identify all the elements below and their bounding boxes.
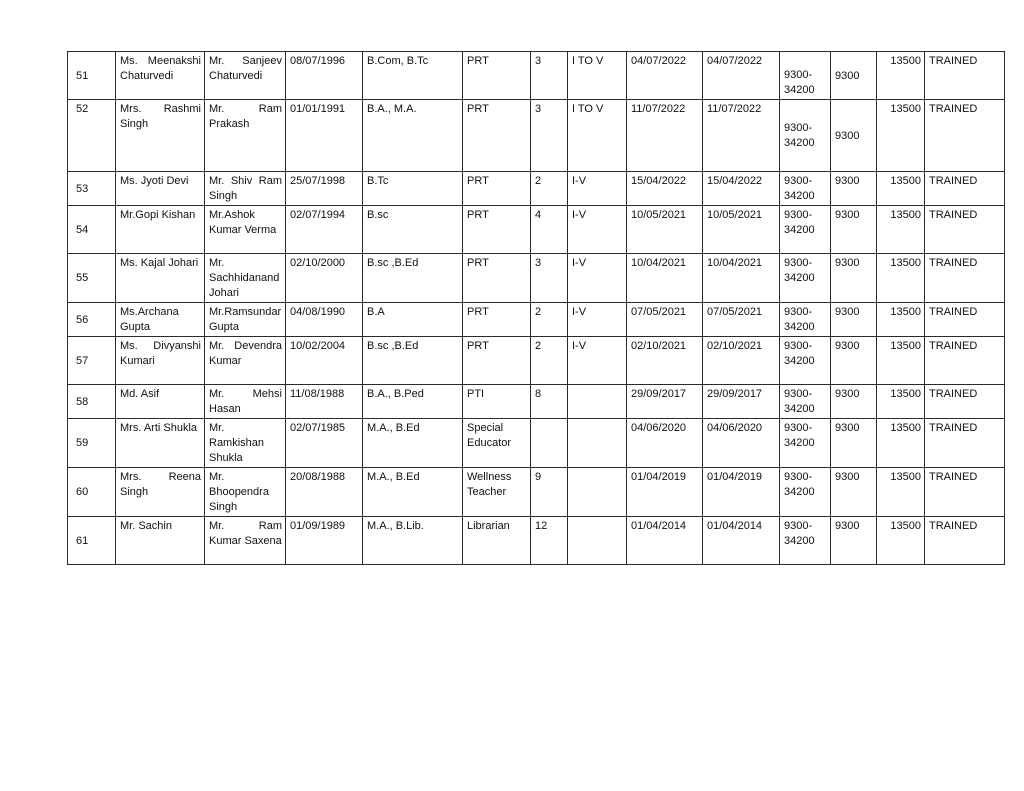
- experience-cell: 4: [531, 206, 568, 254]
- table-row: [68, 468, 1005, 517]
- post-cell: PTI: [463, 385, 531, 419]
- post-cell: PRT: [463, 100, 531, 172]
- training-status-cell: TRAINED: [925, 100, 1005, 172]
- qualification-cell: B.sc ,B.Ed: [363, 337, 463, 385]
- serial-number-cell: 59: [68, 419, 116, 468]
- father-name-cell: Mr. Bhoopendra Singh: [205, 468, 286, 517]
- date-of-joining-cell: 01/04/2014: [703, 517, 780, 565]
- experience-cell: 3: [531, 100, 568, 172]
- date-of-appointment-cell: 07/05/2021: [627, 303, 703, 337]
- father-name-cell: Mr. Mehsi Hasan: [205, 385, 286, 419]
- date-of-joining-cell: 07/05/2021: [703, 303, 780, 337]
- date-of-joining-cell: 11/07/2022: [703, 100, 780, 172]
- date-of-birth-cell: 08/07/1996: [286, 52, 363, 100]
- salary-cell: 13500: [877, 468, 925, 517]
- qualification-cell: B.A: [363, 303, 463, 337]
- basic-pay-cell: 9300: [831, 385, 877, 419]
- qualification-cell: B.Tc: [363, 172, 463, 206]
- table-row: [68, 52, 1005, 100]
- serial-number-cell: 60: [68, 468, 116, 517]
- date-of-joining-cell: 29/09/2017: [703, 385, 780, 419]
- teacher-name-cell: Ms.Archana Gupta: [116, 303, 205, 337]
- table-row: [68, 206, 1005, 254]
- training-status-cell: TRAINED: [925, 337, 1005, 385]
- date-of-birth-cell: 01/09/1989: [286, 517, 363, 565]
- basic-pay-cell: 9300: [831, 468, 877, 517]
- post-cell: PRT: [463, 172, 531, 206]
- table-row: [68, 517, 1005, 565]
- father-name-cell: Mr. Ramkishan Shukla: [205, 419, 286, 468]
- date-of-birth-cell: 04/08/1990: [286, 303, 363, 337]
- classes-cell: I-V: [568, 254, 627, 303]
- serial-number-cell: 61: [68, 517, 116, 565]
- basic-pay-cell: 9300: [831, 206, 877, 254]
- post-cell: PRT: [463, 206, 531, 254]
- training-status-cell: TRAINED: [925, 254, 1005, 303]
- serial-number-cell: 56: [68, 303, 116, 337]
- table-row: [68, 337, 1005, 385]
- classes-cell: I-V: [568, 337, 627, 385]
- date-of-appointment-cell: 11/07/2022: [627, 100, 703, 172]
- serial-number-cell: 55: [68, 254, 116, 303]
- salary-cell: 13500: [877, 337, 925, 385]
- father-name-cell: Mr.Ramsundar Gupta: [205, 303, 286, 337]
- experience-cell: 12: [531, 517, 568, 565]
- date-of-joining-cell: 10/05/2021: [703, 206, 780, 254]
- post-cell: Special Educator: [463, 419, 531, 468]
- salary-cell: 13500: [877, 385, 925, 419]
- table-row: [68, 100, 1005, 172]
- basic-pay-cell: 9300: [831, 337, 877, 385]
- experience-cell: 2: [531, 303, 568, 337]
- date-of-joining-cell: 10/04/2021: [703, 254, 780, 303]
- date-of-birth-cell: 25/07/1998: [286, 172, 363, 206]
- date-of-appointment-cell: 02/10/2021: [627, 337, 703, 385]
- date-of-joining-cell: 02/10/2021: [703, 337, 780, 385]
- basic-pay-cell: 9300: [831, 52, 877, 100]
- classes-cell: [568, 385, 627, 419]
- qualification-cell: B.sc: [363, 206, 463, 254]
- pay-grade-cell: 9300-34200: [780, 385, 831, 419]
- experience-cell: 9: [531, 468, 568, 517]
- salary-cell: 13500: [877, 419, 925, 468]
- qualification-cell: M.A., B.Ed: [363, 419, 463, 468]
- salary-cell: 13500: [877, 254, 925, 303]
- training-status-cell: TRAINED: [925, 468, 1005, 517]
- salary-cell: 13500: [877, 52, 925, 100]
- teacher-name-cell: Ms. Jyoti Devi: [116, 172, 205, 206]
- date-of-birth-cell: 10/02/2004: [286, 337, 363, 385]
- qualification-cell: B.A., M.A.: [363, 100, 463, 172]
- post-cell: Librarian: [463, 517, 531, 565]
- date-of-joining-cell: 04/06/2020: [703, 419, 780, 468]
- salary-cell: 13500: [877, 303, 925, 337]
- training-status-cell: TRAINED: [925, 206, 1005, 254]
- date-of-appointment-cell: 29/09/2017: [627, 385, 703, 419]
- training-status-cell: TRAINED: [925, 303, 1005, 337]
- teacher-name-cell: Md. Asif: [116, 385, 205, 419]
- salary-cell: 13500: [877, 100, 925, 172]
- teacher-name-cell: Mr. Sachin: [116, 517, 205, 565]
- experience-cell: 3: [531, 52, 568, 100]
- serial-number-cell: 51: [68, 52, 116, 100]
- pay-grade-cell: 9300-34200: [780, 254, 831, 303]
- salary-cell: 13500: [877, 172, 925, 206]
- date-of-birth-cell: 02/07/1994: [286, 206, 363, 254]
- date-of-birth-cell: 02/10/2000: [286, 254, 363, 303]
- classes-cell: I-V: [568, 172, 627, 206]
- qualification-cell: M.A., B.Lib.: [363, 517, 463, 565]
- basic-pay-cell: 9300: [831, 303, 877, 337]
- qualification-cell: M.A., B.Ed: [363, 468, 463, 517]
- training-status-cell: TRAINED: [925, 517, 1005, 565]
- date-of-joining-cell: 01/04/2019: [703, 468, 780, 517]
- date-of-birth-cell: 01/01/1991: [286, 100, 363, 172]
- qualification-cell: B.Com, B.Tc: [363, 52, 463, 100]
- experience-cell: 2: [531, 337, 568, 385]
- classes-cell: I-V: [568, 303, 627, 337]
- serial-number-cell: 57: [68, 337, 116, 385]
- table-row: [68, 254, 1005, 303]
- teacher-name-cell: Ms. Divyanshi Kumari: [116, 337, 205, 385]
- teacher-name-cell: Mr.Gopi Kishan: [116, 206, 205, 254]
- father-name-cell: Mr. Sanjeev Chaturvedi: [205, 52, 286, 100]
- classes-cell: [568, 517, 627, 565]
- experience-cell: 2: [531, 172, 568, 206]
- teacher-name-cell: Ms. Kajal Johari: [116, 254, 205, 303]
- serial-number-cell: 54: [68, 206, 116, 254]
- father-name-cell: Mr. Devendra Kumar: [205, 337, 286, 385]
- date-of-birth-cell: 20/08/1988: [286, 468, 363, 517]
- post-cell: PRT: [463, 52, 531, 100]
- pay-grade-cell: 9300-34200: [780, 100, 831, 172]
- classes-cell: [568, 468, 627, 517]
- date-of-birth-cell: 11/08/1988: [286, 385, 363, 419]
- pay-grade-cell: 9300-34200: [780, 52, 831, 100]
- father-name-cell: Mr. Shiv Ram Singh: [205, 172, 286, 206]
- qualification-cell: B.sc ,B.Ed: [363, 254, 463, 303]
- table-row: [68, 385, 1005, 419]
- basic-pay-cell: 9300: [831, 172, 877, 206]
- pay-grade-cell: 9300-34200: [780, 468, 831, 517]
- teacher-name-cell: Mrs. Arti Shukla: [116, 419, 205, 468]
- staff-table-body: [68, 52, 1005, 565]
- post-cell: PRT: [463, 254, 531, 303]
- experience-cell: 3: [531, 254, 568, 303]
- father-name-cell: Mr.Ashok Kumar Verma: [205, 206, 286, 254]
- post-cell: Wellness Teacher: [463, 468, 531, 517]
- training-status-cell: TRAINED: [925, 172, 1005, 206]
- pay-grade-cell: 9300-34200: [780, 172, 831, 206]
- table-row: [68, 172, 1005, 206]
- serial-number-cell: 52: [68, 100, 116, 172]
- serial-number-cell: 58: [68, 385, 116, 419]
- father-name-cell: Mr. Sachhidanand Johari: [205, 254, 286, 303]
- date-of-joining-cell: 15/04/2022: [703, 172, 780, 206]
- basic-pay-cell: 9300: [831, 419, 877, 468]
- date-of-appointment-cell: 01/04/2014: [627, 517, 703, 565]
- basic-pay-cell: 9300: [831, 254, 877, 303]
- pay-grade-cell: 9300-34200: [780, 303, 831, 337]
- classes-cell: I TO V: [568, 100, 627, 172]
- teacher-name-cell: Mrs. Rashmi Singh: [116, 100, 205, 172]
- table-row: [68, 419, 1005, 468]
- teacher-name-cell: Mrs. Reena Singh: [116, 468, 205, 517]
- date-of-joining-cell: 04/07/2022: [703, 52, 780, 100]
- date-of-appointment-cell: 04/06/2020: [627, 419, 703, 468]
- date-of-birth-cell: 02/07/1985: [286, 419, 363, 468]
- training-status-cell: TRAINED: [925, 52, 1005, 100]
- classes-cell: [568, 419, 627, 468]
- staff-table: [67, 51, 1005, 565]
- father-name-cell: Mr. Ram Kumar Saxena: [205, 517, 286, 565]
- classes-cell: I TO V: [568, 52, 627, 100]
- salary-cell: 13500: [877, 206, 925, 254]
- experience-cell: [531, 419, 568, 468]
- date-of-appointment-cell: 10/04/2021: [627, 254, 703, 303]
- pay-grade-cell: 9300-34200: [780, 419, 831, 468]
- teacher-name-cell: Ms. Meenakshi Chaturvedi: [116, 52, 205, 100]
- classes-cell: I-V: [568, 206, 627, 254]
- salary-cell: 13500: [877, 517, 925, 565]
- experience-cell: 8: [531, 385, 568, 419]
- serial-number-cell: 53: [68, 172, 116, 206]
- post-cell: PRT: [463, 303, 531, 337]
- pay-grade-cell: 9300-34200: [780, 517, 831, 565]
- post-cell: PRT: [463, 337, 531, 385]
- father-name-cell: Mr. Ram Prakash: [205, 100, 286, 172]
- basic-pay-cell: 9300: [831, 517, 877, 565]
- date-of-appointment-cell: 04/07/2022: [627, 52, 703, 100]
- pay-grade-cell: 9300-34200: [780, 337, 831, 385]
- table-row: [68, 303, 1005, 337]
- basic-pay-cell: 9300: [831, 100, 877, 172]
- pay-grade-cell: 9300-34200: [780, 206, 831, 254]
- training-status-cell: TRAINED: [925, 419, 1005, 468]
- date-of-appointment-cell: 01/04/2019: [627, 468, 703, 517]
- date-of-appointment-cell: 10/05/2021: [627, 206, 703, 254]
- qualification-cell: B.A., B.Ped: [363, 385, 463, 419]
- date-of-appointment-cell: 15/04/2022: [627, 172, 703, 206]
- training-status-cell: TRAINED: [925, 385, 1005, 419]
